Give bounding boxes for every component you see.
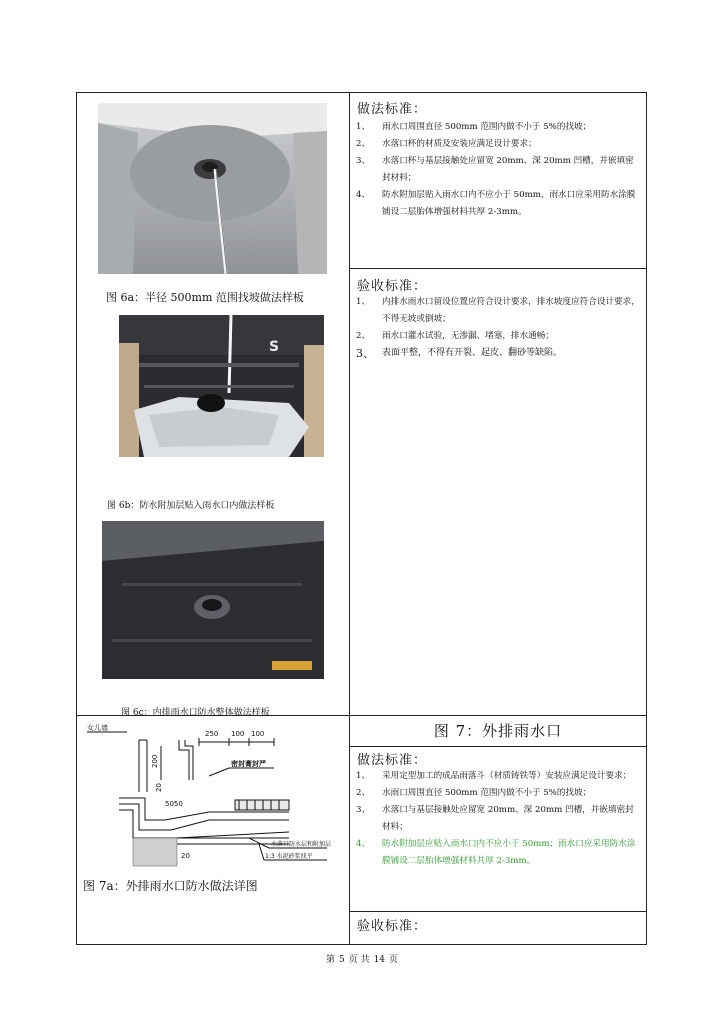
- photo-6b: [119, 315, 324, 457]
- caption-fig7a: 图 7a：外排雨水口防水做法详图: [83, 879, 258, 893]
- drawing-cell: [77, 716, 350, 945]
- list-item: 4、 防水附加层贴入雨水口内不应小于 50mm，雨水口应采用防水涂膜铺设二层胎体增强材料共厚 2-3mm。: [356, 190, 636, 217]
- list-item: 4、 防水附加层应贴入雨水口内不应小于 50mm；雨水口应采用防水涂膜铺设二层胎体增强材料共厚 2-3mm。: [356, 839, 636, 866]
- method-list: [350, 119, 646, 221]
- table-row: [77, 93, 647, 716]
- standards-table: [76, 92, 647, 945]
- dim-label: 20: [181, 852, 190, 860]
- footer-prefix: 第: [325, 955, 335, 965]
- acceptance-list: [350, 294, 646, 362]
- dim-label: 100: [251, 730, 265, 738]
- list-item: 3、 表面平整，不得有开裂、起皮、翻砂等缺陷。: [356, 347, 563, 360]
- label-parapet: 女儿墙: [87, 724, 108, 732]
- page-footer: [0, 952, 724, 965]
- label-mortar: 1:3 水泥砂浆找平: [265, 853, 313, 860]
- caption-fig6a: 图 6a：半径 500mm 范围找坡做法样板: [106, 291, 304, 304]
- caption-fig6b: 图 6b：防水附加层贴入雨水口内做法样板: [107, 501, 275, 511]
- acceptance-section: [350, 275, 646, 362]
- dim-label: 200: [151, 754, 159, 768]
- list-item: 1、 雨水口周围直径 500mm 范围内做不小于 5%的找坡；: [356, 122, 592, 132]
- standards-cell: [350, 716, 647, 945]
- page-total: 14: [373, 955, 386, 965]
- list-item: 2、 水落口杯的材质及安装应满足设计要求；: [356, 139, 537, 149]
- caption-fig6c: 图 6c：内排雨水口防水整体做法样板: [121, 708, 270, 718]
- page-number: 5: [338, 955, 345, 965]
- list-item: 3、 水落口与基层接触处应留宽 20mm、深 20mm 凹槽，并嵌填密封材料；: [356, 805, 634, 832]
- method-title: 做法标准：: [357, 753, 428, 768]
- acceptance-title: 验收标准：: [357, 919, 428, 934]
- dim-label: 5050: [165, 800, 183, 808]
- list-item: 2、 水雨口周围直径 500mm 范围内做不小于 5%的找坡；: [356, 788, 592, 798]
- section-divider: [350, 911, 646, 912]
- label-sealant: 密封膏封严: [231, 760, 266, 768]
- dim-label: 20: [155, 783, 163, 792]
- dim-label: 250: [205, 730, 219, 738]
- footer-suffix: 页: [389, 955, 399, 965]
- detail-drawing: [79, 720, 351, 870]
- list-item: 1、 内排水雨水口留设位置应符合设计要求，排水坡度应符合设计要求，不得无坡或倒坡；: [356, 297, 640, 324]
- method-title: 做法标准：: [357, 102, 428, 117]
- list-item: 3、 水落口杯与基层接触处应留宽 20mm、深 20mm 凹槽，并嵌填密封材料；: [356, 156, 634, 183]
- footer-mid: 页 共: [348, 955, 370, 965]
- method-section: [350, 98, 646, 268]
- photo-6c: [102, 521, 324, 679]
- table-row: [77, 716, 647, 945]
- watermark-logo: S: [269, 339, 280, 355]
- figure-title: 图 7：外排雨水口: [350, 716, 646, 747]
- dim-label: 100: [231, 730, 245, 738]
- standards-cell: [350, 93, 647, 716]
- method-list: [350, 768, 646, 870]
- photos-cell: [77, 93, 350, 716]
- list-item: 2、 雨水口灌水试验，无渗漏、堵塞，排水通畅；: [356, 331, 554, 341]
- section-divider: [350, 268, 646, 269]
- method-section: [350, 749, 646, 911]
- photo-6a: [98, 103, 327, 274]
- label-layer: 水落口防水层和附加层: [271, 841, 332, 848]
- list-item: 1、 采用定型加工的成品雨落斗（材质铸铁等）安装应满足设计要求；: [356, 771, 632, 781]
- acceptance-title: 验收标准：: [357, 279, 428, 294]
